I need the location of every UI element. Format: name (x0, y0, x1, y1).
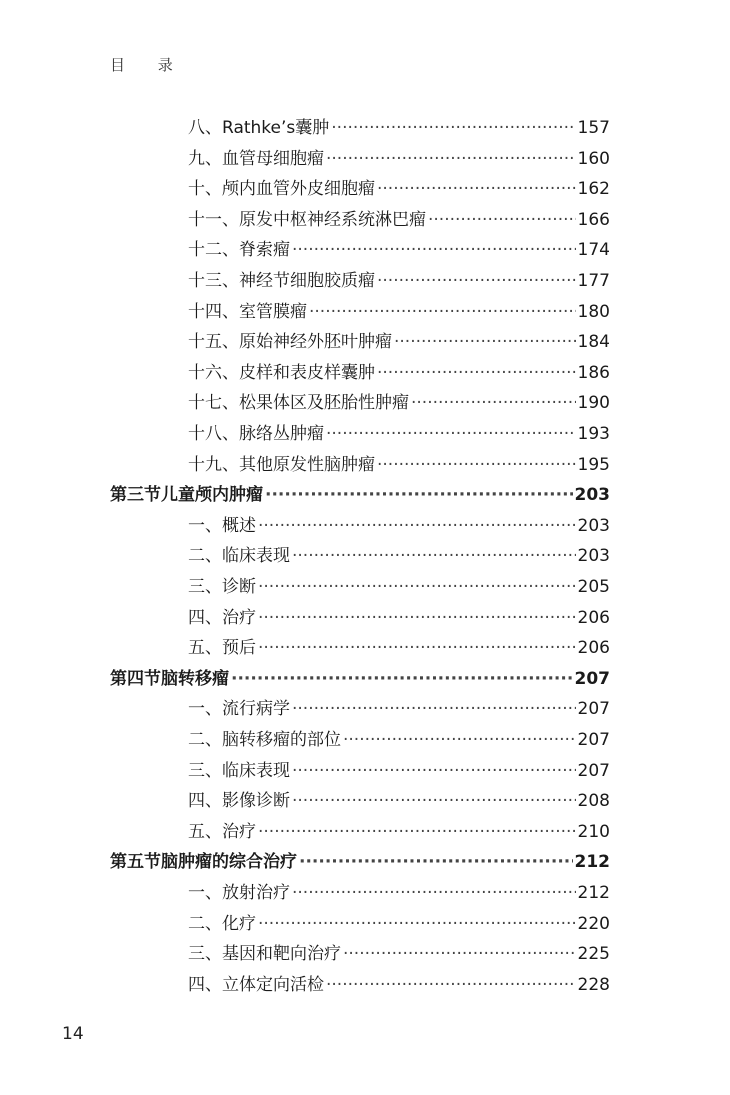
toc-dot-leader (377, 266, 576, 296)
toc-entry-row[interactable] (188, 909, 610, 939)
toc-entry-row[interactable] (188, 756, 610, 786)
toc-entry-label: 二、化疗 (188, 913, 256, 934)
toc-entry-row[interactable] (188, 633, 610, 663)
toc-page-number: 186 (577, 362, 610, 383)
toc-section-number: 第四节 (110, 668, 161, 689)
toc-page-number: 207 (577, 730, 610, 750)
toc-dot-leader (258, 633, 576, 663)
toc-entry-label: 十七、松果体区及胚胎性肿瘤 (188, 393, 409, 414)
toc-entry-label: 八、Rathke’s囊肿 (188, 118, 330, 138)
toc-entry-row[interactable] (188, 572, 610, 602)
toc-entry-label: 脑肿瘤的综合治疗 (161, 852, 297, 873)
toc-dot-leader (377, 358, 576, 388)
toc-dot-leader (309, 297, 576, 327)
toc-dot-leader (258, 817, 576, 847)
toc-dot-leader (394, 327, 576, 357)
toc-entry-label: 十三、神经节细胞胶质瘤 (188, 271, 375, 291)
toc-dot-leader (258, 603, 576, 633)
toc-page-number: 180 (577, 301, 610, 322)
toc-entry-label: 十一、原发中枢神经系统淋巴瘤 (188, 209, 426, 230)
toc-page-number: 166 (577, 209, 610, 230)
toc-entry-label: 四、治疗 (188, 607, 256, 628)
toc-dot-leader (331, 113, 575, 143)
toc-entry-label: 五、治疗 (188, 821, 256, 842)
toc-entry-label: 三、诊断 (188, 577, 256, 597)
toc-section-number: 第三节 (110, 485, 161, 506)
toc-entry-label: 二、脑转移瘤的部位 (188, 730, 341, 750)
toc-page-number: 184 (577, 332, 610, 353)
toc-dot-leader (258, 572, 576, 602)
toc-page-number: 228 (577, 974, 610, 995)
toc-entry-row[interactable] (188, 725, 610, 755)
toc-entry-row[interactable] (188, 419, 610, 449)
toc-dot-leader (258, 511, 576, 541)
toc-page-number: 207 (577, 760, 610, 781)
toc-entry-row[interactable] (188, 235, 610, 265)
toc-entry-row[interactable] (188, 174, 610, 204)
toc-page-number: 206 (577, 638, 610, 659)
toc-entry-row[interactable] (188, 388, 610, 418)
toc-entry-row[interactable] (188, 144, 610, 174)
toc-page-number: 160 (577, 148, 610, 169)
page-number: 14 (62, 1024, 84, 1044)
toc-dot-leader (292, 878, 576, 908)
toc-entry-label: 四、影像诊断 (188, 791, 290, 812)
toc-dot-leader (326, 970, 576, 1000)
toc-entry-label: 儿童颅内肿瘤 (161, 485, 263, 506)
toc-page-number: 195 (577, 454, 610, 475)
toc-page-number: 207 (574, 668, 610, 689)
toc-page-number: 225 (577, 944, 610, 965)
toc-entry-row[interactable] (188, 878, 610, 908)
toc-section-row[interactable] (110, 480, 610, 510)
toc-page-number: 208 (577, 791, 610, 812)
toc-entry-label: 二、临床表现 (188, 546, 290, 567)
toc-page-number: 190 (577, 393, 610, 414)
toc-entry-row[interactable] (188, 786, 610, 816)
toc-section-number: 第五节 (110, 852, 161, 873)
toc-entry-label: 十四、室管膜瘤 (188, 301, 307, 322)
toc-entry-label: 十二、脊索瘤 (188, 240, 290, 261)
toc-entry-row[interactable] (188, 970, 610, 1000)
toc-dot-leader (292, 541, 576, 571)
toc-entry-row[interactable] (188, 266, 610, 296)
toc-page-number: 193 (577, 424, 610, 444)
toc-entry-label: 三、基因和靶向治疗 (188, 944, 341, 965)
toc-page-number: 210 (577, 821, 610, 842)
toc-dot-leader (377, 174, 576, 204)
toc-dot-leader (292, 786, 576, 816)
toc-entry-row[interactable] (188, 511, 610, 541)
toc-entry-label: 一、流行病学 (188, 699, 290, 720)
toc-page-number: 207 (577, 699, 610, 720)
toc-entry-label: 脑转移瘤 (161, 668, 229, 689)
toc-dot-leader (231, 664, 573, 694)
toc-page-number: 220 (577, 913, 610, 934)
toc-entry-row[interactable] (188, 358, 610, 388)
toc-dot-leader (258, 909, 576, 939)
toc-entry-label: 五、预后 (188, 638, 256, 659)
toc-page-number: 157 (577, 118, 610, 138)
toc-dot-leader (411, 388, 576, 418)
toc-entry-row[interactable] (188, 694, 610, 724)
toc-entry-label: 九、血管母细胞瘤 (188, 148, 324, 169)
toc-entry-row[interactable] (188, 205, 610, 235)
toc-entry-label: 十五、原始神经外胚叶肿瘤 (188, 332, 392, 353)
toc-page-number: 212 (574, 852, 610, 873)
toc-dot-leader (265, 480, 573, 510)
toc-page-number: 203 (577, 546, 610, 567)
toc-entry-row[interactable] (188, 939, 610, 969)
toc-dot-leader (292, 235, 576, 265)
running-head: 目 录 (110, 56, 187, 74)
toc-dot-leader (299, 847, 573, 877)
toc-entry-row[interactable] (188, 327, 610, 357)
toc-dot-leader (428, 205, 576, 235)
toc-page-number: 206 (577, 607, 610, 628)
toc-dot-leader (326, 419, 576, 449)
toc-entry-row[interactable] (188, 113, 610, 143)
toc-entry-row[interactable] (188, 297, 610, 327)
toc-entry-label: 一、概述 (188, 515, 256, 536)
toc-entry-label: 三、临床表现 (188, 760, 290, 781)
toc-entry-row[interactable] (188, 603, 610, 633)
toc-entry-label: 一、放射治疗 (188, 883, 290, 903)
toc-dot-leader (377, 450, 576, 480)
toc-section-row[interactable] (110, 847, 610, 877)
toc-section-row[interactable] (110, 664, 610, 694)
toc-entry-label: 四、立体定向活检 (188, 974, 324, 995)
toc-entry-label: 十、颅内血管外皮细胞瘤 (188, 179, 375, 200)
toc-entry-row[interactable] (188, 450, 610, 480)
toc-page-number: 205 (577, 577, 610, 597)
toc-entry-label: 十六、皮样和表皮样囊肿 (188, 362, 375, 383)
toc-dot-leader (343, 725, 576, 755)
toc-page-number: 162 (577, 179, 610, 200)
toc-entry-row[interactable] (188, 541, 610, 571)
toc-dot-leader (292, 694, 576, 724)
toc-page-number: 203 (574, 485, 610, 506)
toc-page-number: 174 (577, 240, 610, 261)
toc-dot-leader (292, 756, 576, 786)
toc-dot-leader (326, 144, 576, 174)
toc-page-number: 203 (577, 515, 610, 536)
toc-dot-leader (343, 939, 576, 969)
toc-entry-label: 十八、脉络丛肿瘤 (188, 424, 324, 444)
toc-entry-label: 十九、其他原发性脑肿瘤 (188, 454, 375, 475)
toc-page-number: 212 (577, 883, 610, 903)
toc-page-number: 177 (577, 271, 610, 291)
toc-entry-row[interactable] (188, 817, 610, 847)
